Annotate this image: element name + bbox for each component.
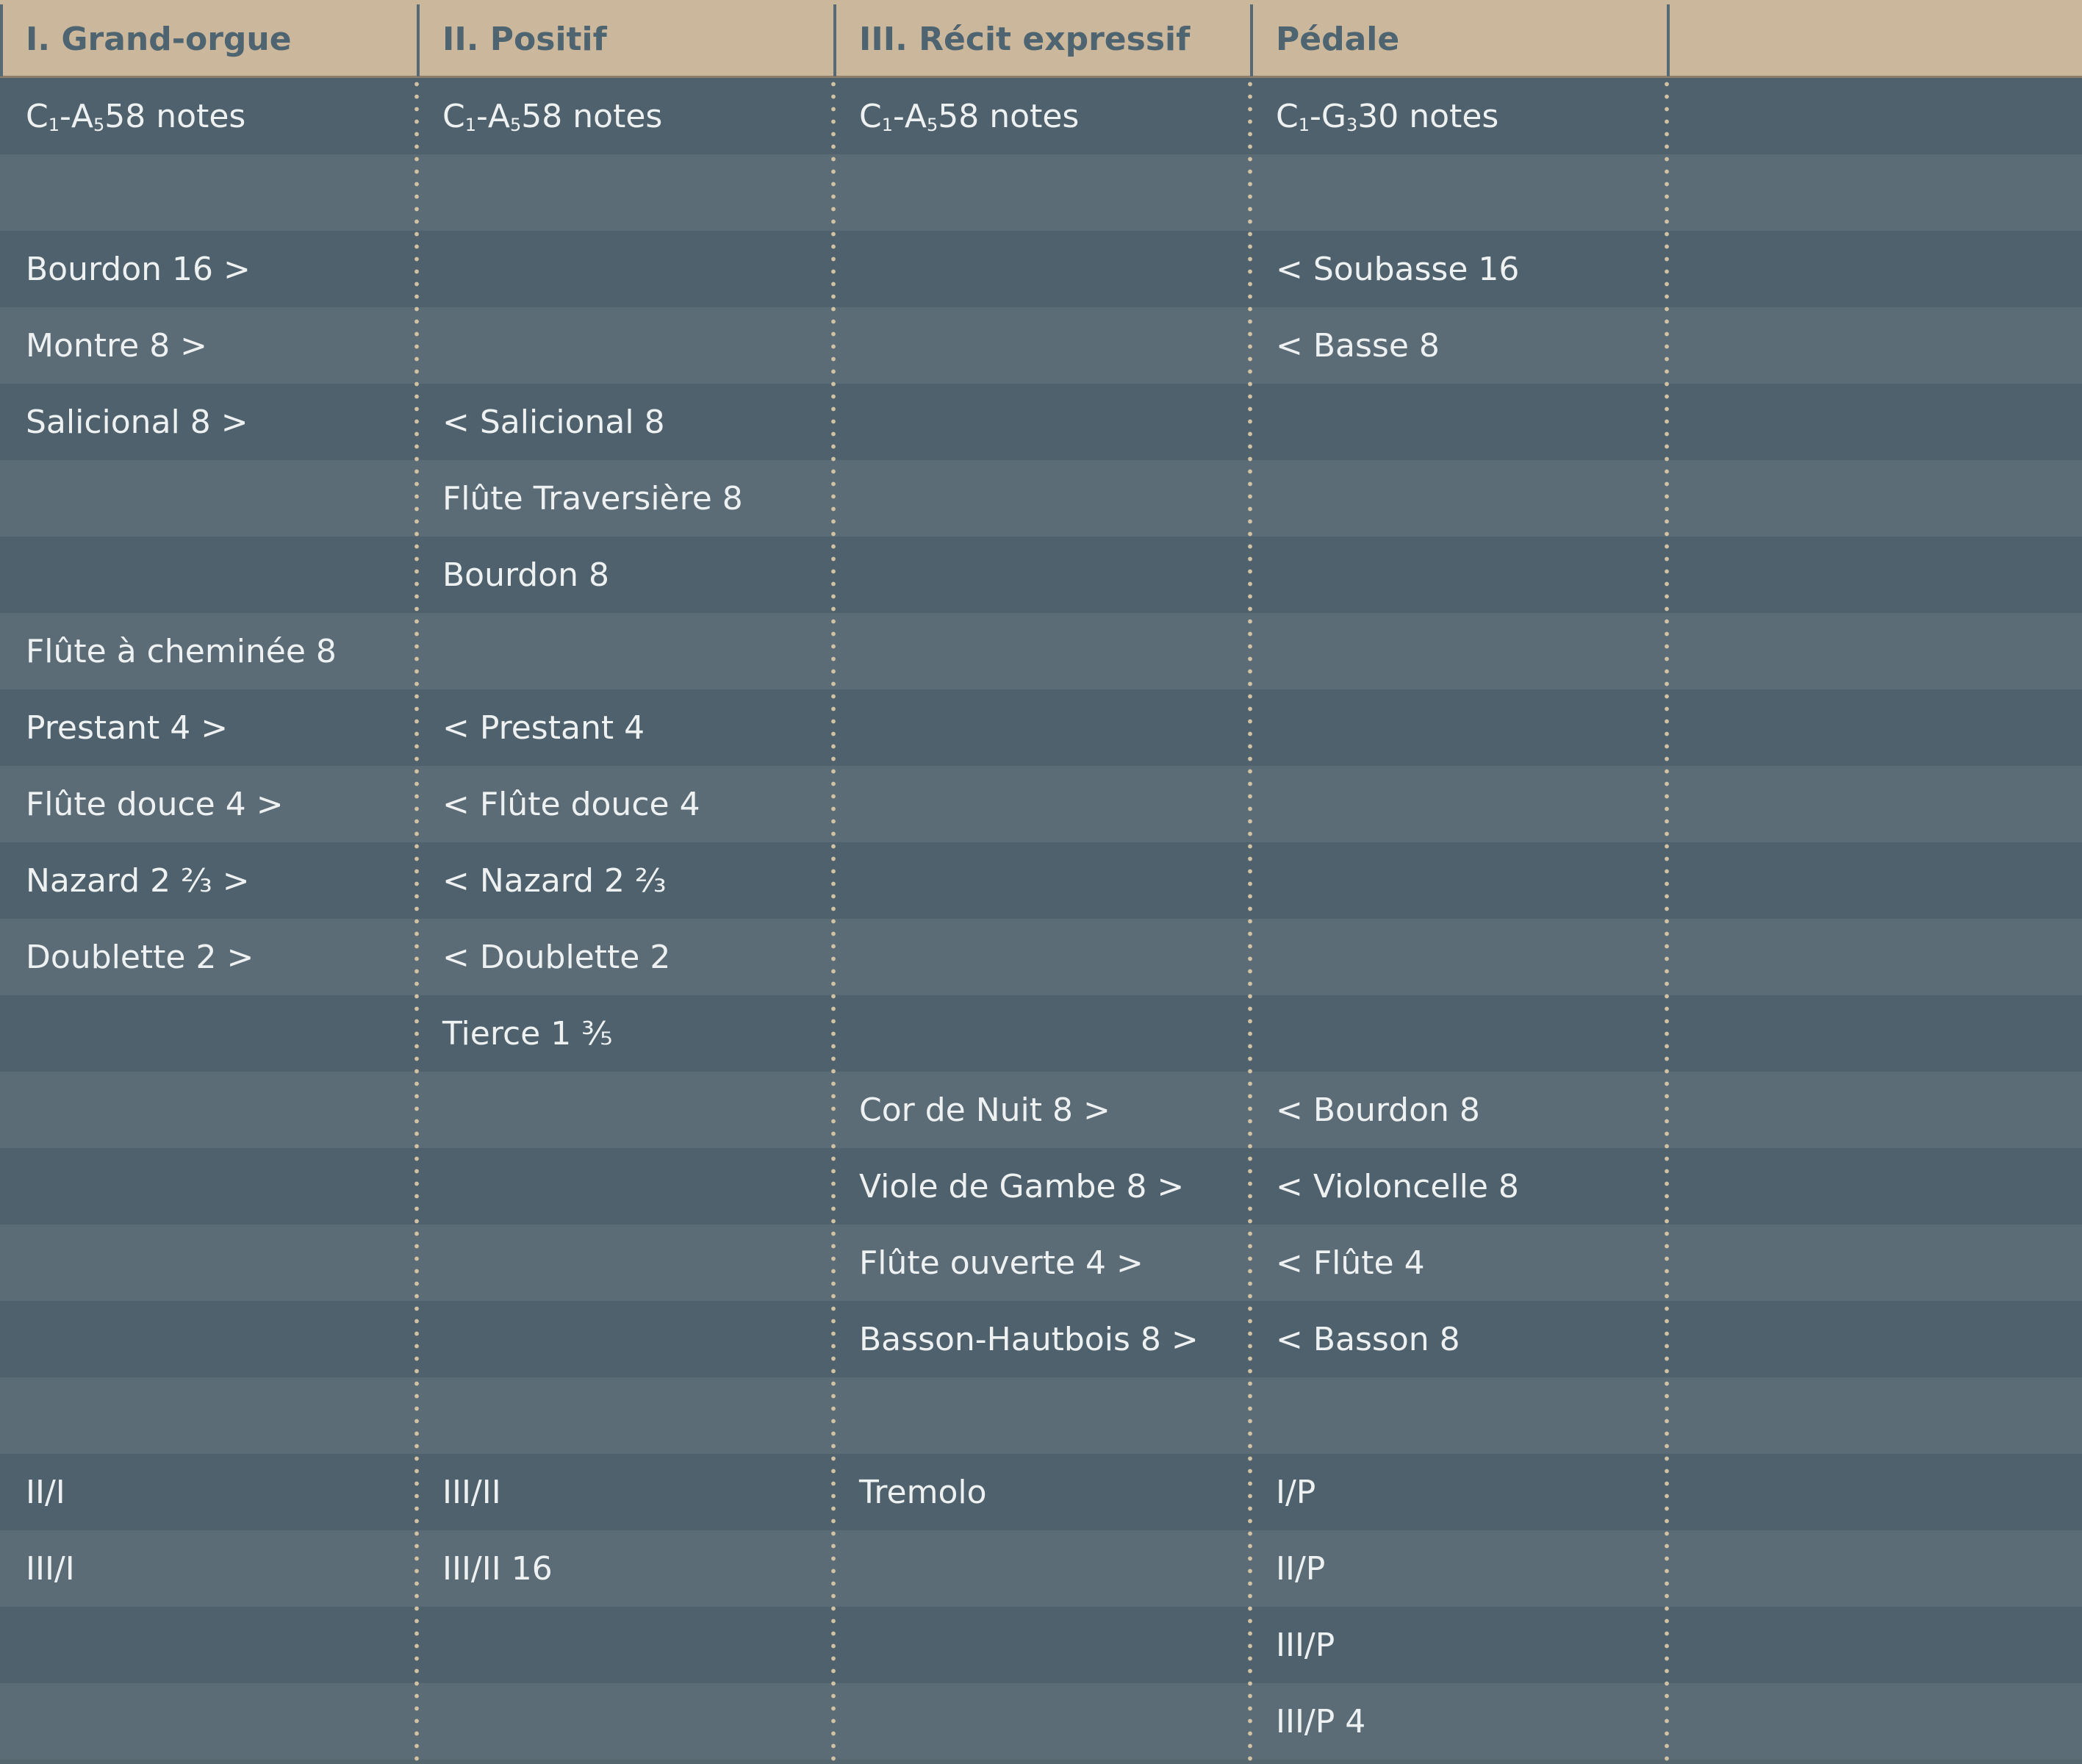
table-row — [0, 537, 2082, 613]
stop-positif — [417, 307, 833, 384]
stop-pedale: < Bourdon 8 — [1276, 1091, 1480, 1129]
stop-positif: < Doublette 2 — [442, 938, 671, 976]
stop-pedale — [1250, 766, 1667, 842]
stop-pedale — [1250, 995, 1667, 1072]
table-row — [0, 842, 2082, 919]
stop-pedale — [1250, 154, 1667, 231]
stop-extra — [1667, 842, 2082, 919]
stop-extra — [1667, 1530, 2082, 1607]
stop-extra — [1667, 1148, 2082, 1225]
stop-recit — [833, 766, 1250, 842]
stop-positif: III/II 16 — [442, 1549, 553, 1588]
stop-pedale: < Violoncelle 8 — [1276, 1167, 1519, 1205]
table-row — [0, 613, 2082, 689]
stop-grand-orgue: Nazard 2 ⅔ > — [26, 861, 250, 900]
stop-recit — [833, 1683, 1250, 1760]
stop-positif: Bourdon 8 — [442, 556, 610, 594]
table-row — [0, 1530, 2082, 1607]
stop-grand-orgue: Montre 8 > — [26, 326, 208, 365]
stop-positif: Tierce 1 ⅗ — [442, 1014, 613, 1053]
table-row — [0, 919, 2082, 995]
stop-extra — [1667, 1607, 2082, 1683]
compass-low-note: C — [859, 97, 882, 135]
stop-grand-orgue — [0, 460, 417, 537]
table-row — [0, 1301, 2082, 1377]
table-row — [0, 384, 2082, 460]
stop-pedale — [1250, 1377, 1667, 1454]
stop-recit — [833, 537, 1250, 613]
table-row — [0, 1225, 2082, 1301]
stop-pedale: I/P — [1276, 1473, 1316, 1511]
compass-low-octave: 1 — [464, 115, 477, 135]
compass-grand-orgue: C $_1$ - A $_5$ 58 notes — [26, 97, 246, 135]
compass-high-note: G — [1321, 97, 1347, 135]
stop-grand-orgue: Bourdon 16 > — [26, 250, 251, 288]
table-row — [0, 78, 2082, 154]
stop-extra — [1667, 766, 2082, 842]
stop-recit: Basson-Hautbois 8 > — [859, 1320, 1199, 1358]
stop-recit — [833, 919, 1250, 995]
stop-recit: Tremolo — [859, 1473, 987, 1511]
compass-pedale: C $_1$ - G $_3$ 30 notes — [1276, 97, 1499, 135]
stop-grand-orgue — [0, 1225, 417, 1301]
compass-low-note: C — [1276, 97, 1299, 135]
stop-pedale: < Soubasse 16 — [1276, 250, 1520, 288]
stop-pedale — [1250, 842, 1667, 919]
stop-pedale: II/P — [1276, 1549, 1326, 1588]
stop-extra — [1667, 1225, 2082, 1301]
stop-recit — [833, 1530, 1250, 1607]
stop-positif — [417, 154, 833, 231]
compass-low-octave: 1 — [881, 115, 894, 135]
table-row — [0, 1454, 2082, 1530]
stop-grand-orgue: II/I — [26, 1473, 65, 1511]
stop-positif — [417, 613, 833, 689]
stop-recit: Viole de Gambe 8 > — [859, 1167, 1185, 1205]
stop-extra — [1667, 1454, 2082, 1530]
stop-pedale: < Basse 8 — [1276, 326, 1440, 365]
stop-positif — [417, 1301, 833, 1377]
stop-recit — [833, 613, 1250, 689]
header-empty — [1667, 0, 2082, 78]
stop-positif: Flûte Traversière 8 — [442, 479, 743, 517]
stop-extra — [1667, 154, 2082, 231]
stop-recit — [833, 384, 1250, 460]
stop-recit — [833, 307, 1250, 384]
stop-recit — [833, 995, 1250, 1072]
table-row — [0, 231, 2082, 307]
stop-positif: < Prestant 4 — [442, 709, 645, 747]
stop-extra — [1667, 919, 2082, 995]
stop-positif — [417, 1225, 833, 1301]
compass-high-octave: 5 — [510, 115, 522, 135]
compass-recit: C $_1$ - A $_5$ 58 notes — [859, 97, 1080, 135]
stop-extra — [1667, 1377, 2082, 1454]
stop-grand-orgue — [0, 1301, 417, 1377]
stop-pedale — [1250, 919, 1667, 995]
column-divider — [1248, 78, 1252, 1764]
table-header — [0, 0, 2082, 78]
compass-note-count: 58 notes — [938, 97, 1080, 135]
compass-high-note: A — [487, 97, 511, 135]
table-row — [0, 460, 2082, 537]
stop-pedale — [1250, 537, 1667, 613]
stop-recit — [833, 842, 1250, 919]
stop-pedale: < Basson 8 — [1276, 1320, 1460, 1358]
stop-grand-orgue — [0, 995, 417, 1072]
stop-recit — [833, 1607, 1250, 1683]
compass-high-octave: 5 — [93, 115, 105, 135]
stop-pedale — [1250, 689, 1667, 766]
stop-grand-orgue — [0, 1072, 417, 1148]
stop-recit: Flûte ouverte 4 > — [859, 1244, 1144, 1282]
table-row — [0, 1607, 2082, 1683]
stop-recit — [833, 154, 1250, 231]
header-divider — [417, 4, 420, 76]
stop-positif: < Flûte douce 4 — [442, 785, 700, 823]
cell-extra — [1667, 78, 2082, 154]
compass-low-note: C — [26, 97, 49, 135]
stop-extra — [1667, 537, 2082, 613]
header-positif: II. Positif — [442, 20, 607, 58]
stop-grand-orgue: Doublette 2 > — [26, 938, 254, 976]
header-divider — [833, 4, 836, 76]
stop-extra — [1667, 307, 2082, 384]
stop-pedale — [1250, 460, 1667, 537]
stop-grand-orgue: III/I — [26, 1549, 75, 1588]
stop-grand-orgue: Salicional 8 > — [26, 403, 248, 441]
stop-recit: Cor de Nuit 8 > — [859, 1091, 1110, 1129]
stop-pedale — [1250, 384, 1667, 460]
compass-note-count: 58 notes — [521, 97, 663, 135]
stop-recit — [833, 1377, 1250, 1454]
table-row — [0, 1072, 2082, 1148]
header-divider — [1667, 4, 1670, 76]
header-recit-expressif: III. Récit expressif — [859, 20, 1191, 58]
stop-positif — [417, 231, 833, 307]
stop-extra — [1667, 1301, 2082, 1377]
compass-high-octave: 3 — [1346, 115, 1358, 135]
column-divider — [414, 78, 419, 1764]
compass-low-octave: 1 — [1298, 115, 1310, 135]
compass-low-octave: 1 — [48, 115, 60, 135]
stop-recit — [833, 231, 1250, 307]
table-row — [0, 1148, 2082, 1225]
stop-grand-orgue: Prestant 4 > — [26, 709, 229, 747]
table-row — [0, 154, 2082, 231]
table-row — [0, 995, 2082, 1072]
stop-extra — [1667, 613, 2082, 689]
stop-recit — [833, 460, 1250, 537]
stop-grand-orgue — [0, 154, 417, 231]
stop-pedale: < Flûte 4 — [1276, 1244, 1425, 1282]
stop-pedale: III/P 4 — [1276, 1702, 1366, 1740]
header-divider — [0, 4, 3, 76]
stop-positif: III/II — [442, 1473, 501, 1511]
stop-positif — [417, 1377, 833, 1454]
stop-grand-orgue: Flûte à cheminée 8 — [26, 632, 337, 670]
header-grand-orgue: I. Grand-orgue — [26, 20, 292, 58]
compass-note-count: 58 notes — [104, 97, 246, 135]
stop-extra — [1667, 689, 2082, 766]
stop-extra — [1667, 384, 2082, 460]
stop-grand-orgue — [0, 1683, 417, 1760]
stop-grand-orgue — [0, 1377, 417, 1454]
table-row — [0, 1377, 2082, 1454]
stop-positif: < Salicional 8 — [442, 403, 665, 441]
compass-high-note: A — [71, 97, 94, 135]
stop-grand-orgue — [0, 1607, 417, 1683]
table-row — [0, 1683, 2082, 1760]
stop-extra — [1667, 231, 2082, 307]
stop-positif — [417, 1148, 833, 1225]
table-row — [0, 766, 2082, 842]
stop-grand-orgue — [0, 537, 417, 613]
header-pedale: Pédale — [1276, 20, 1400, 58]
header-divider — [1250, 4, 1253, 76]
compass-low-note: C — [442, 97, 465, 135]
stop-pedale: III/P — [1276, 1626, 1335, 1664]
stop-grand-orgue: Flûte douce 4 > — [26, 785, 284, 823]
column-divider — [1665, 78, 1669, 1764]
table-row — [0, 307, 2082, 384]
stop-recit — [833, 689, 1250, 766]
stop-positif — [417, 1072, 833, 1148]
stop-grand-orgue — [0, 1148, 417, 1225]
stop-extra — [1667, 1072, 2082, 1148]
stop-positif — [417, 1607, 833, 1683]
stop-extra — [1667, 1683, 2082, 1760]
stop-extra — [1667, 995, 2082, 1072]
compass-high-octave: 5 — [927, 115, 938, 135]
column-divider — [831, 78, 836, 1764]
stop-positif: < Nazard 2 ⅔ — [442, 861, 667, 900]
compass-high-note: A — [904, 97, 927, 135]
stop-extra — [1667, 460, 2082, 537]
compass-note-count: 30 notes — [1357, 97, 1499, 135]
table-row — [0, 689, 2082, 766]
stop-pedale — [1250, 613, 1667, 689]
compass-positif: C $_1$ - A $_5$ 58 notes — [442, 97, 663, 135]
stop-positif — [417, 1683, 833, 1760]
